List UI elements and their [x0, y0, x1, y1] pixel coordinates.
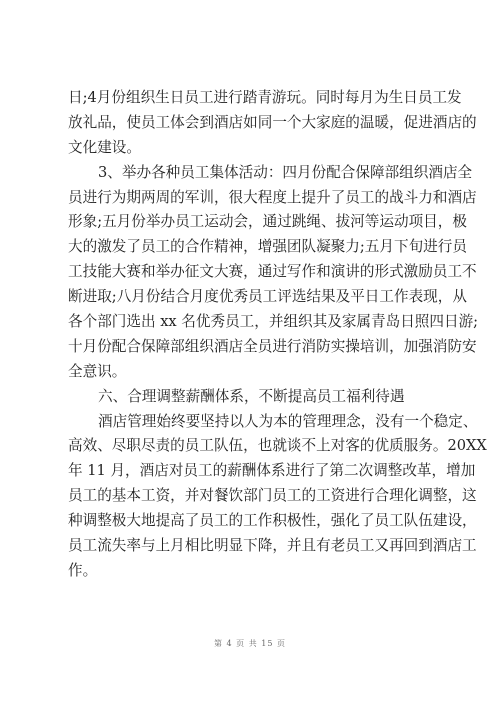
text-line: 年 11 月，酒店对员工的薪酬体系进行了第二次调整改革，增加: [68, 462, 476, 480]
page-number: 第 4 页 共 15 页: [214, 639, 286, 648]
section-heading: 六、合理调整薪酬体系，不断提高员工福利待遇: [98, 387, 405, 405]
body-text: [68, 86, 487, 584]
text-line: 员工流失率与上月相比明显下降，并且有老员工又再回到酒店工: [68, 537, 477, 555]
text-line: 高效、尽职尽责的员工队伍，也就谈不上对客的优质服务。20XX: [68, 437, 487, 455]
text-line: 工技能大赛和举办征文大赛，通过写作和演讲的形式激励员工不: [68, 263, 477, 281]
text-line: 文化建设。: [68, 138, 141, 156]
text-line: 员工的基本工资，并对餐饮部门员工的工资进行合理化调整，这: [68, 487, 477, 505]
text-line: 员进行为期两周的军训，很大程度上提升了员工的战斗力和酒店: [68, 188, 477, 206]
text-line: 酒店管理始终要坚持以人为本的管理理念，没有一个稳定、: [98, 412, 478, 430]
text-line: 全意识。: [68, 362, 127, 380]
text-line: 大的激发了员工的合作精神，增强团队凝聚力;五月下旬进行员: [68, 238, 467, 256]
text-line: 各个部门选出 xx 名优秀员工，并组织其及家属青岛日照四日游;: [68, 313, 479, 331]
text-line: 3、举办各种员工集体活动：四月份配合保障部组织酒店全: [98, 163, 473, 181]
text-line: 放礼品，使员工体会到酒店如同一个大家庭的温暖，促进酒店的: [68, 113, 477, 131]
text-line: 形象;五月份举办员工运动会，通过跳绳、拔河等运动项目，极: [68, 213, 467, 231]
text-line: 十月份配合保障部组织酒店全员进行消防实操培训，加强消防安: [68, 337, 477, 355]
text-line: 种调整极大地提高了员工的工作积极性，强化了员工队伍建设，: [68, 512, 477, 530]
text-line: 日;4月份组织生日员工进行踏青游玩。同时每月为生日员工发: [68, 89, 462, 106]
text-line: 作。: [68, 561, 98, 579]
text-line: 断进取;八月份结合月度优秀员工评选结果及平日工作表现，从: [68, 288, 467, 306]
